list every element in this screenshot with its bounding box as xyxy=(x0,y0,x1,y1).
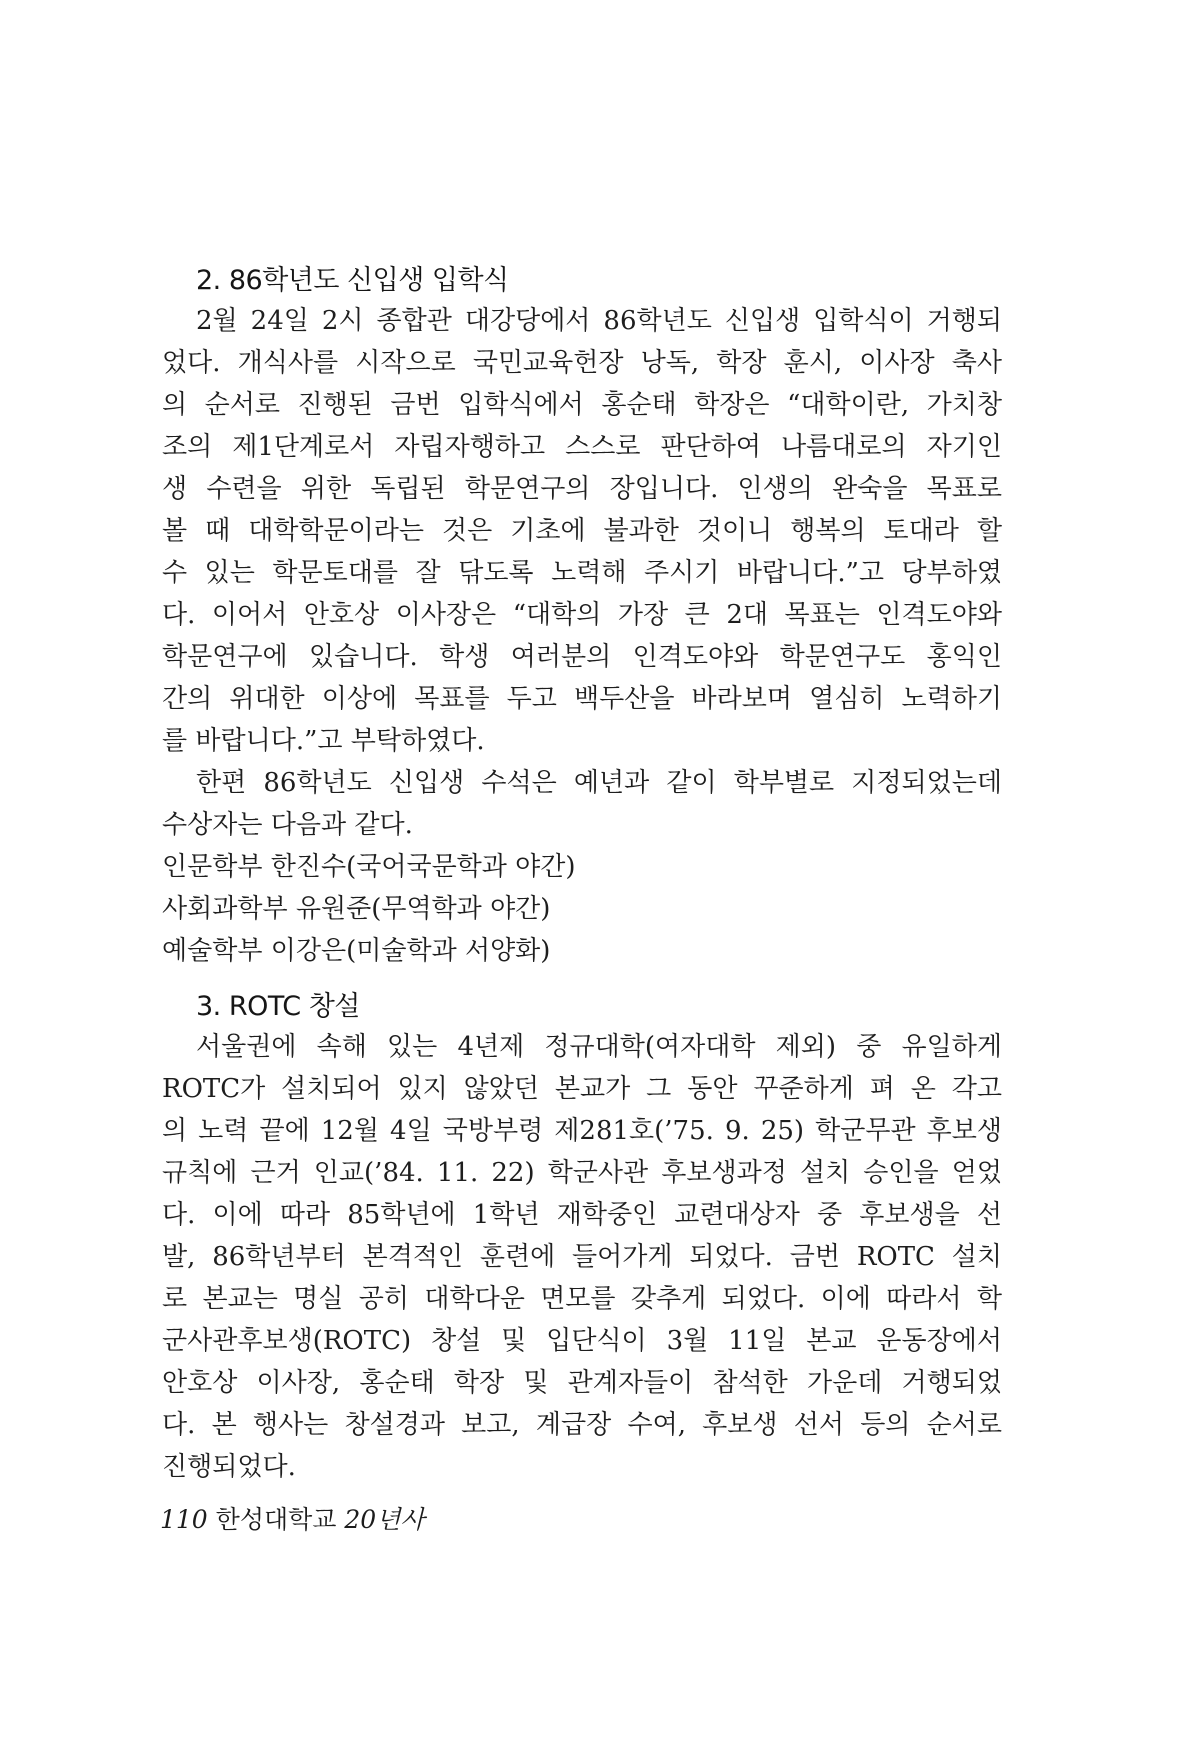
awardee-line: 예술학부 이강은(미술학과 서양화) xyxy=(162,936,551,966)
paragraph-line: 수 있는 학문토대를 잘 닦도록 노력해 주시기 바랍니다.”고 당부하였 xyxy=(162,558,1002,588)
paragraph-line: 안호상 이사장, 홍순태 학장 및 관계자들이 참석한 가운데 거행되었 xyxy=(162,1368,1002,1398)
paragraph-line: 다. 본 행사는 창설경과 보고, 계급장 수여, 후보생 선서 등의 순서로 xyxy=(162,1410,1002,1440)
section-heading-rotc: 3. ROTC 창설 xyxy=(196,991,360,1022)
paragraph-line: 조의 제1단계로서 자립자행하고 스스로 판단하여 나름대로의 자기인 xyxy=(162,432,1002,462)
paragraph-line: 로 본교는 명실 공히 대학다운 면모를 갖추게 되었다. 이에 따라서 학 xyxy=(162,1284,1002,1314)
page-number: 110 xyxy=(160,1505,208,1534)
paragraph-line: 군사관후보생(ROTC) 창설 및 입단식이 3월 11일 본교 운동장에서 xyxy=(162,1326,1002,1356)
paragraph-line: 서울권에 속해 있는 4년제 정규대학(여자대학 제외) 중 유일하게 xyxy=(196,1032,1002,1062)
paragraph-line: 다. 이에 따라 85학년에 1학년 재학중인 교련대상자 중 후보생을 선 xyxy=(162,1200,1002,1230)
paragraph-line: 발, 86학년부터 본격적인 훈련에 들어가게 되었다. 금번 ROTC 설치 xyxy=(162,1242,1002,1272)
paragraph-line: 볼 때 대학학문이라는 것은 기초에 불과한 것이니 행복의 토대라 할 xyxy=(162,516,1002,546)
paragraph-line: 었다. 개식사를 시작으로 국민교육헌장 낭독, 학장 훈시, 이사장 축사 xyxy=(162,348,1002,378)
page-footer xyxy=(160,1500,425,1536)
section-heading-entrance-ceremony: 2. 86학년도 신입생 입학식 xyxy=(196,265,509,296)
paragraph-line: 간의 위대한 이상에 목표를 두고 백두산을 바라보며 열심히 노력하기 xyxy=(162,684,1002,714)
paragraph-line: 한편 86학년도 신입생 수석은 예년과 같이 학부별로 지정되었는데 xyxy=(196,768,1002,798)
awardee-line: 인문학부 한진수(국어국문학과 야간) xyxy=(162,852,576,882)
book-title: 한성대학교 xyxy=(215,1505,337,1534)
paragraph-line: 수상자는 다음과 같다. xyxy=(162,810,413,840)
paragraph-line: 규칙에 근거 인교(’84. 11. 22) 학군사관 후보생과정 설치 승인을 얻었 xyxy=(162,1158,1002,1188)
paragraph-line: 의 노력 끝에 12월 4일 국방부령 제281호(’75. 9. 25) 학군무관 후보생 xyxy=(162,1116,1002,1146)
paragraph-line: ROTC가 설치되어 있지 않았던 본교가 그 동안 꾸준하게 펴 온 각고 xyxy=(162,1074,1002,1104)
paragraph-line: 의 순서로 진행된 금번 입학식에서 홍순태 학장은 “대학이란, 가치창 xyxy=(162,390,1002,420)
paragraph-line: 학문연구에 있습니다. 학생 여러분의 인격도야와 학문연구도 홍익인 xyxy=(162,642,1002,672)
paragraph-line: 다. 이어서 안호상 이사장은 “대학의 가장 큰 2대 목표는 인격도야와 xyxy=(162,600,1002,630)
paragraph-line: 를 바랍니다.”고 부탁하였다. xyxy=(162,726,485,756)
paragraph-line: 진행되었다. xyxy=(162,1452,296,1482)
awardee-line: 사회과학부 유원준(무역학과 야간) xyxy=(162,894,551,924)
paragraph-line: 생 수련을 위한 독립된 학문연구의 장입니다. 인생의 완숙을 목표로 xyxy=(162,474,1002,504)
paragraph-line: 2월 24일 2시 종합관 대강당에서 86학년도 신입생 입학식이 거행되 xyxy=(196,306,1002,336)
book-years: 20년사 xyxy=(344,1505,425,1534)
